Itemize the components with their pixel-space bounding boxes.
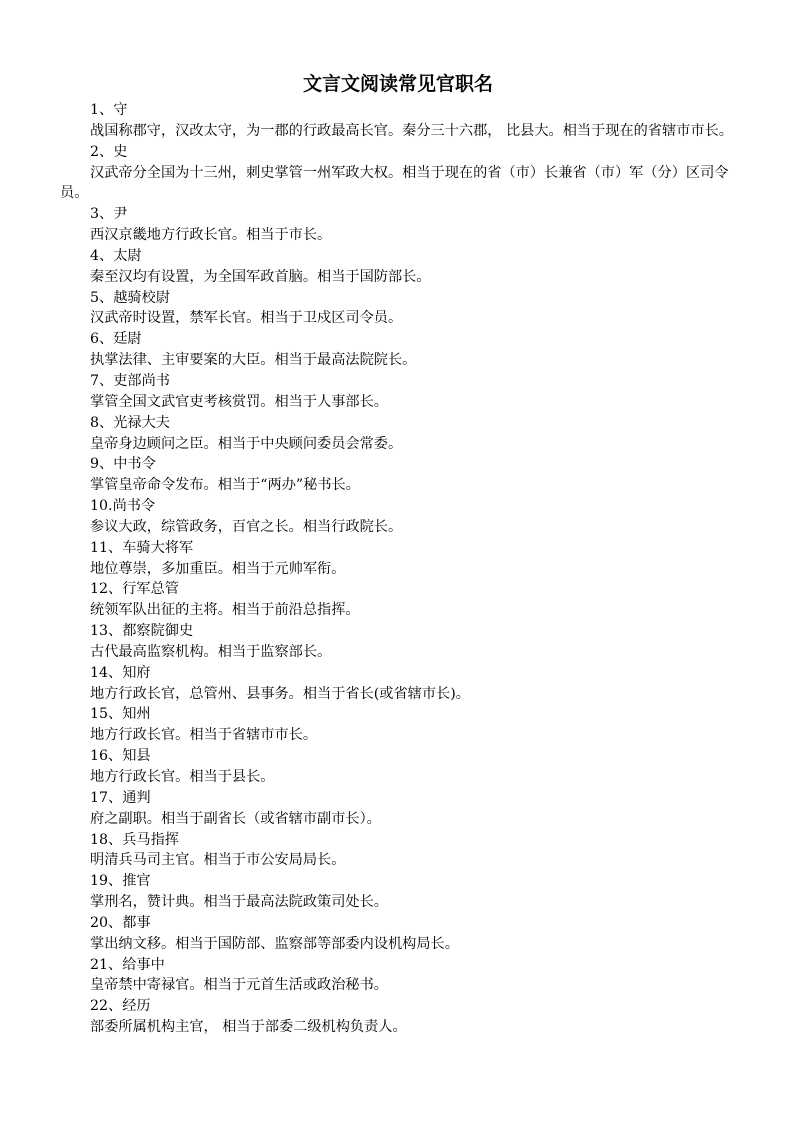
list-item: [60, 621, 736, 663]
entry-heading: 4、太尉: [90, 247, 142, 264]
entry-description: 执掌法律、主审要案的大臣。相当于最高法院院长。: [90, 352, 417, 369]
entry-heading: 10.尚书令: [90, 498, 156, 515]
entry-heading: 7、吏部尚书: [90, 372, 170, 389]
list-item: [60, 204, 736, 246]
list-item: [60, 746, 736, 788]
entry-description: 地方行政长官。相当于省辖市市长。: [90, 727, 318, 744]
entry-description: 战国称郡守，汉改太守，为一郡的行政最高长官。秦分三十六郡， 比县大。相当于现在的省辖市市长。: [90, 122, 733, 139]
entry-description: 西汉京畿地方行政长官。相当于市长。: [90, 227, 332, 244]
entry-description: 古代最高监察机构。相当于监察部长。: [90, 643, 332, 660]
entry-heading: 11、车骑大将军: [90, 539, 194, 556]
entry-description: 地方行政长官。相当于县长。: [90, 769, 275, 785]
entry-description: 皇帝禁中寄禄官。相当于元首生活或政治秘书。: [90, 977, 388, 994]
entry-heading: 1、守: [90, 102, 128, 118]
entry-heading: 13、都察院御史: [90, 623, 194, 640]
list-item: [60, 996, 736, 1038]
list-item: [60, 955, 736, 997]
entry-heading: 19、推官: [90, 873, 151, 890]
entry-description: 掌出纳文移。相当于国防部、监察部等部委内设机构局长。: [90, 935, 459, 952]
entry-description: 皇帝身边顾问之臣。相当于中央顾问委员会常委。: [90, 435, 403, 452]
entry-heading: 22、经历: [90, 998, 151, 1015]
entry-description: 地位尊崇，多加重臣。相当于元帅军衔。: [90, 560, 346, 577]
official-title-list: [60, 100, 736, 1038]
entry-description: 明清兵马司主官。相当于市公安局局长。: [90, 852, 346, 869]
entry-heading: 17、通判: [90, 789, 151, 806]
entry-description: 掌管皇帝命令发布。相当于“两办”秘书长。: [90, 477, 360, 494]
entry-heading: 20、都事: [90, 914, 151, 931]
entry-heading: 5、越骑校尉: [90, 289, 170, 306]
entry-heading: 3、尹: [90, 206, 128, 223]
entry-heading: 18、兵马指挥: [90, 831, 179, 848]
list-item: [60, 371, 736, 413]
list-item: [60, 142, 736, 205]
list-item: [60, 100, 736, 142]
list-item: [60, 579, 736, 621]
list-item: [60, 788, 736, 830]
entry-description: 部委所属机构主官， 相当于部委二级机构负责人。: [90, 1019, 407, 1036]
entry-heading: 6、廷尉: [90, 331, 142, 348]
list-item: [60, 538, 736, 580]
list-item: [60, 454, 736, 496]
entry-heading: 21、给事中: [90, 956, 165, 973]
entry-description: 秦至汉均有设置，为全国军政首脑。相当于国防部长。: [90, 268, 431, 285]
list-item: [60, 496, 736, 538]
entry-description: 统领军队出征的主将。相当于前沿总指挥。: [90, 602, 360, 619]
entry-description: 地方行政长官，总管州、县事务。相当于省长(或省辖市长)。: [90, 685, 470, 702]
entry-heading: 2、史: [90, 143, 128, 160]
list-item: [60, 329, 736, 371]
entry-heading: 15、知州: [90, 706, 151, 723]
list-item: [60, 246, 736, 288]
list-item: [60, 413, 736, 455]
list-item: [60, 663, 736, 705]
document-page: [60, 70, 736, 1038]
list-item: [60, 830, 736, 872]
list-item: [60, 913, 736, 955]
entry-heading: 12、行军总管: [90, 581, 179, 598]
entry-description: 掌管全国文武官吏考核赏罚。相当于人事部长。: [90, 393, 388, 410]
entry-description: 参议大政，综管政务，百官之长。相当行政院长。: [90, 518, 403, 535]
document-title: 文言文阅读常见官职名: [302, 73, 493, 95]
entry-description: 汉武帝分全国为十三州，刺史掌管一州军政大权。相当于现在的省（市）长兼省（市）军（分）区司令员。: [60, 164, 729, 202]
entry-description: 掌刑名，赞计典。相当于最高法院政策司处长。: [90, 894, 388, 911]
entry-heading: 16、知县: [90, 748, 151, 765]
entry-heading: 9、中书令: [90, 456, 156, 473]
list-item: [60, 704, 736, 746]
entry-heading: 8、光禄大夫: [90, 414, 170, 431]
entry-description: 汉武帝时设置，禁军长官。相当于卫戍区司令员。: [90, 310, 403, 327]
list-item: [60, 288, 736, 330]
entry-heading: 14、知府: [90, 664, 151, 681]
list-item: [60, 871, 736, 913]
entry-description: 府之副职。相当于副省长（或省辖市副市长）。: [90, 810, 381, 827]
